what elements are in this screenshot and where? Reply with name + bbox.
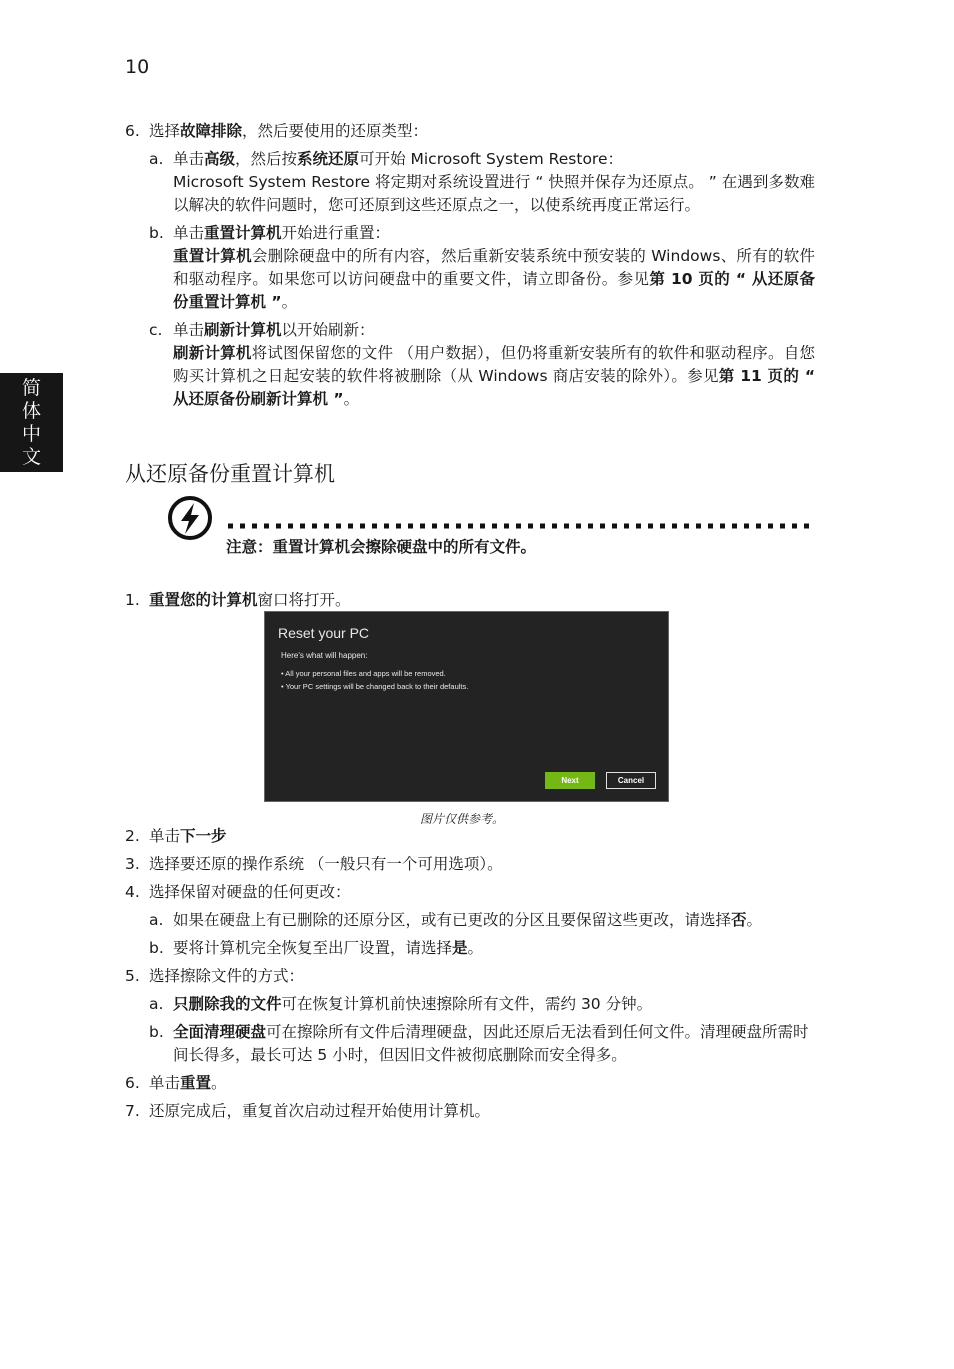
screenshot-title: Reset your PC — [278, 625, 370, 641]
screenshot-bullet: • All your personal files and apps will be removed. — [281, 669, 446, 678]
list-item-6c: c. 单击刷新计算机以开始刷新： 刷新计算机将试图保留您的文件 （用户数据），但仍将重新安装所有的软件和驱动程序。自您购买计算机之日起安装的软件将被删除（从 Windows 商店安装的除外）。参见第 11 页的 “ 从还原备份刷新计算机 ”。 — [149, 319, 815, 411]
page-number: 10 — [125, 56, 150, 78]
language-side-tab — [0, 373, 63, 472]
system-restore-description: Microsoft System Restore 将定期对系统设置进行 “ 快照并保存为还原点。 ” 在遇到多数难以解决的软件问题时，您可还原到这些还原点之一，以使系统再度正常运行。 — [173, 173, 815, 214]
reset-steps-list — [125, 589, 815, 612]
warning-note: 注意：重置计算机会擦除硬盘中的所有文件。 — [226, 538, 537, 556]
reset-pc-description: 重置计算机会删除硬盘中的所有内容，然后重新安装系统中预安装的 Windows、所有的软件和驱动程序。如果您可以访问硬盘中的重要文件，请立即备份。参见第 10 页的 “ 从还原备份重置计算机 ”。 — [173, 247, 815, 311]
reset-page-reference: 第 10 页的 “ 从还原备份重置计算机 ” — [173, 270, 815, 311]
list-item-step6-reset: 6. 单击重置。 — [125, 1074, 227, 1092]
list-item-step3: 3. 选择要还原的操作系统 （一般只有一个可用选项）。 — [125, 855, 503, 873]
dotted-divider — [228, 513, 810, 519]
list-item-6a: a. 单击高级，然后按系统还原可开始 Microsoft System Restore： Microsoft System Restore 将定期对系统设置进行 “ 快照并保存为还原点。 ” 在遇到多数难以解决的软件问题时，您可还原到这些还原点之一，以使系统再度正常运行。 — [149, 148, 815, 217]
restore-options-list — [125, 120, 815, 411]
image-caption: 图片仅供参考。 — [420, 812, 505, 826]
side-tab-char: 简 — [21, 377, 41, 399]
refresh-page-reference: 第 11 页的 “ 从还原备份刷新计算机 ” — [173, 367, 816, 408]
list-item-6b: b. 单击重置计算机开始进行重置： 重置计算机会删除硬盘中的所有内容，然后重新安装系统中预安装的 Windows、所有的软件和驱动程序。如果您可以访问硬盘中的重要文件，请立即备份。参见第 10 页的 “ 从还原备份重置计算机 ”。 — [149, 222, 815, 314]
list-item-step7: 7. 还原完成后，重复首次启动过程开始使用计算机。 — [125, 1102, 491, 1120]
reset-pc-screenshot — [264, 611, 669, 802]
list-item-step1: 1. 重置您的计算机窗口将打开。 — [125, 591, 351, 609]
list-item-4a: a. 如果在硬盘上有已删除的还原分区，或有已更改的分区且要保留这些更改，请选择否。 — [149, 911, 763, 929]
list-item-step2: 2. 单击下一步 — [125, 827, 227, 845]
troubleshoot-term: 故障排除 — [180, 122, 243, 140]
screenshot-bullet: • Your PC settings will be changed back to their defaults. — [281, 682, 469, 691]
reset-steps-list-continued — [125, 825, 815, 1123]
cancel-button[interactable]: Cancel — [606, 772, 656, 789]
refresh-pc-description: 刷新计算机将试图保留您的文件 （用户数据），但仍将重新安装所有的软件和驱动程序。自您购买计算机之日起安装的软件将被删除（从 Windows 商店安装的除外）。参见第 11 页的 “ 从还原备份刷新计算机 ”。 — [173, 344, 816, 408]
list-item-step5: 5. 选择擦除文件的方式： — [125, 967, 305, 985]
list-item-step4: 4. 选择保留对硬盘的任何更改： — [125, 883, 351, 901]
warning-icon — [166, 494, 214, 549]
side-tab-char: 中 — [21, 423, 41, 445]
screenshot-subtitle: Here's what will happen: — [281, 651, 368, 660]
list-item-step6: 6. 选择故障排除，然后要使用的还原类型： — [125, 122, 429, 140]
list-item-5a: a. 只删除我的文件可在恢复计算机前快速擦除所有文件，需约 30 分钟。 — [149, 995, 653, 1013]
list-item-4b: b. 要将计算机完全恢复至出厂设置，请选择是。 — [149, 939, 484, 957]
list-item-5b: b. 全面清理硬盘可在擦除所有文件后清理硬盘，因此还原后无法看到任何文件。清理硬盘所需时间长得多，最长可达 5 小时，但因旧文件被彻底删除而安全得多。 — [149, 1023, 809, 1064]
next-button[interactable]: Next — [545, 772, 595, 789]
side-tab-char: 体 — [21, 400, 41, 422]
section-heading: 从还原备份重置计算机 — [125, 462, 335, 486]
side-tab-char: 文 — [21, 446, 41, 468]
